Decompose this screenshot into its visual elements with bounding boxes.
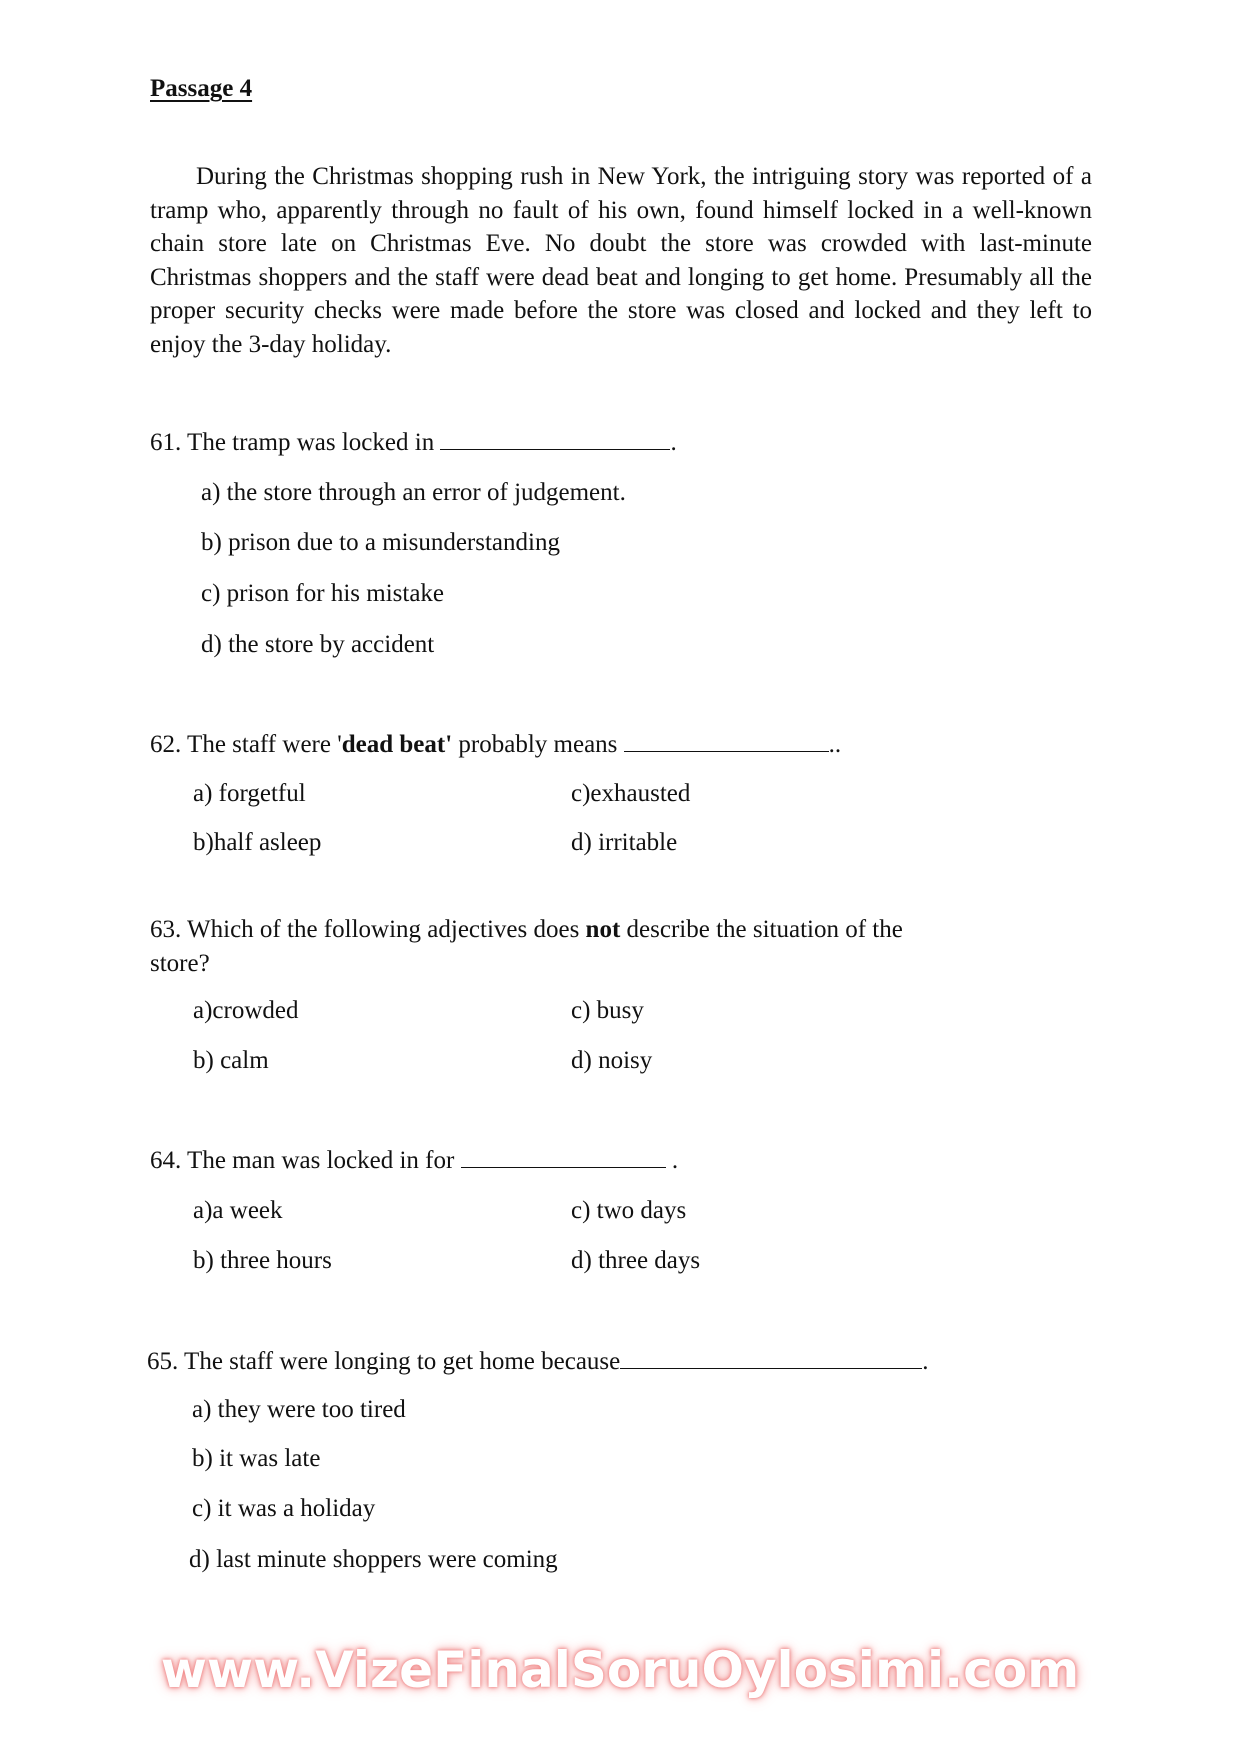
question-emphasis: dead beat': [341, 731, 453, 758]
option-64-d: d) three days: [571, 1247, 701, 1274]
option-63-b: b) calm: [193, 1047, 269, 1074]
option-62-a: a) forgetful: [193, 780, 306, 807]
question-65: [147, 1347, 929, 1377]
punctuation: .: [671, 1147, 679, 1174]
answer-blank: [461, 1147, 666, 1168]
question-stem: 62. The staff were ': [150, 731, 342, 758]
answer-blank: [620, 1348, 922, 1369]
option-61-a: a) the store through an error of judgement.: [201, 479, 626, 506]
option-65-d: d) last minute shoppers were coming: [189, 1546, 558, 1573]
option-63-d: d) noisy: [571, 1047, 653, 1074]
question-stem: 64. The man was locked in for: [150, 1147, 455, 1174]
option-61-c: c) prison for his mistake: [201, 580, 445, 607]
answer-blank: [440, 429, 670, 450]
question-64: [150, 1146, 678, 1176]
question-stem: 61. The tramp was locked in: [150, 429, 435, 456]
option-63-a: a)crowded: [193, 997, 299, 1024]
option-64-b: b) three hours: [193, 1247, 332, 1274]
option-61-d: d) the store by accident: [201, 631, 435, 658]
passage-title: Passage 4: [150, 75, 253, 102]
question-stem-end: describe the situation of the: [620, 916, 903, 943]
question-stem-end: probably means: [452, 731, 618, 758]
option-65-c: c) it was a holiday: [192, 1495, 376, 1522]
option-62-c: c)exhausted: [571, 780, 691, 807]
option-65-a: a) they were too tired: [192, 1396, 406, 1423]
question-emphasis: not: [585, 916, 621, 943]
watermark: www.VizeFinalSoruOylosimi.com: [160, 1641, 1080, 1699]
option-63-c: c) busy: [571, 997, 644, 1024]
option-64-c: c) two days: [571, 1197, 687, 1224]
punctuation: ..: [828, 731, 842, 758]
option-62-d: d) irritable: [571, 829, 678, 856]
passage-text: During the Christmas shopping rush in New York, the intriguing story was reported of a tramp who, apparently through no fault of his own, found himself locked in a well-known chain store late on Christmas Eve. No doubt the store was crowded with last-minute Christmas shoppers and the staff were dead beat and longing to get home. Presumably all the proper security checks were made before the store was closed and locked and they left to enjoy the 3-day holiday.: [150, 163, 1092, 358]
question-stem: 63. Which of the following adjectives does: [150, 916, 586, 943]
punctuation: .: [922, 1348, 929, 1375]
answer-blank: [624, 731, 829, 752]
question-61: [150, 428, 677, 458]
question-63: [150, 915, 903, 945]
punctuation: .: [670, 429, 677, 456]
question-62: [150, 730, 841, 760]
option-62-b: b)half asleep: [193, 829, 322, 856]
option-65-b: b) it was late: [192, 1445, 321, 1472]
option-64-a: a)a week: [193, 1197, 283, 1224]
question-63-line2: store?: [150, 950, 210, 977]
option-61-b: b) prison due to a misunderstanding: [201, 529, 560, 556]
question-stem: 65. The staff were longing to get home because: [147, 1348, 621, 1375]
